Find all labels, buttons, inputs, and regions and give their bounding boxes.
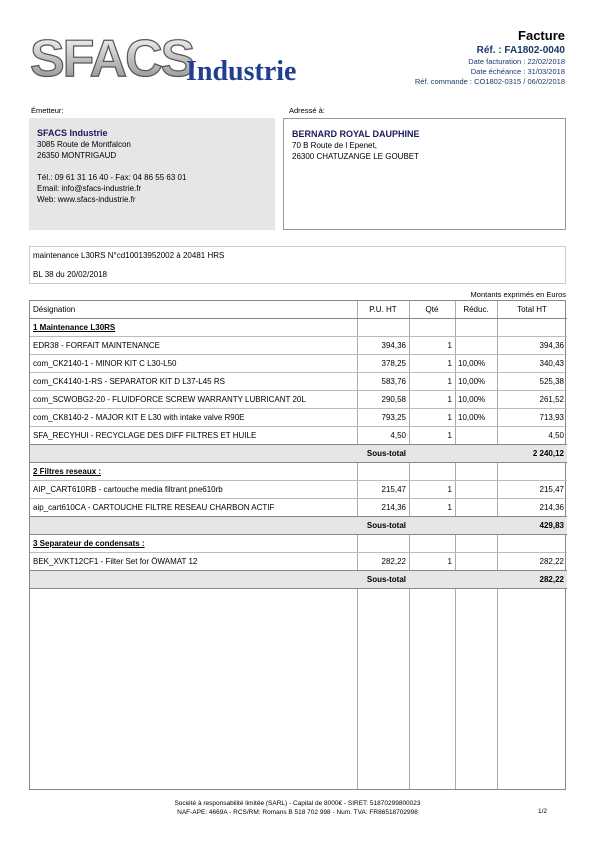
cell-qty: 1 — [447, 503, 452, 512]
cell-pu: 583,76 — [381, 377, 406, 386]
cell-total: 282,22 — [539, 557, 564, 566]
cell-pu: 215,47 — [381, 485, 406, 494]
cell-pu: 394,36 — [381, 341, 406, 350]
col-discount: Réduc. — [455, 301, 497, 319]
due-date: Date échéance : 31/03/2018 — [470, 67, 565, 76]
section-title-row — [30, 463, 567, 481]
cell-reduc — [455, 337, 497, 355]
table-row — [30, 373, 567, 391]
cell-designation: EDR38 - FORFAIT MAINTENANCE — [33, 341, 160, 350]
cell-total: 215,47 — [539, 485, 564, 494]
table-row — [30, 409, 567, 427]
section-title: 3 Separateur de condensats : — [33, 539, 145, 548]
cell-qty: 1 — [447, 395, 452, 404]
cell-designation: AIP_CART610RB - cartouche media filtrant pne610rb — [33, 485, 223, 494]
cell-pu: 214,36 — [381, 503, 406, 512]
cell-reduc: 10,00% — [458, 395, 486, 404]
emetteur-label: Émetteur: — [31, 106, 64, 115]
emetteur-name: SFACS Industrie — [37, 128, 108, 138]
section-title-row — [30, 319, 567, 337]
table-row — [30, 355, 567, 373]
cell-reduc — [455, 553, 497, 571]
cell-pu: 4,50 — [390, 431, 406, 440]
destinataire-address1: 70 B Route de l Epenet, — [292, 141, 377, 150]
cell-total: 4,50 — [548, 431, 564, 440]
emetteur-phone: Tél.: 09 61 31 16 40 - Fax: 04 86 55 63 01 — [37, 173, 187, 182]
invoice-info-box — [29, 246, 566, 284]
cell-designation: BEK_XVKT12CF1 - Filter Set for ÖWAMAT 12 — [33, 557, 198, 566]
table-row — [30, 481, 567, 499]
subtotal-row — [30, 517, 567, 535]
col-unit-price: P.U. HT — [357, 301, 409, 319]
destinataire-address2: 26300 CHATUZANGE LE GOUBET — [292, 152, 419, 161]
page-number: 1/2 — [537, 808, 547, 815]
cell-pu: 378,25 — [381, 359, 406, 368]
cell-qty: 1 — [447, 341, 452, 350]
cell-designation: SFA_RECYHUI - RECYCLAGE DES DIFF FILTRES ET HUILE — [33, 431, 257, 440]
document-title: Facture — [518, 28, 565, 43]
footer-line2: NAF-APE: 4669A - RCS/RM: Romans B 518 702 998 - Num. TVA: FR86518702998 — [177, 809, 418, 816]
subtotal-label: Sous-total — [30, 445, 409, 463]
invoice-lines-table — [29, 300, 566, 790]
cell-qty: 1 — [447, 413, 452, 422]
table-row — [30, 427, 567, 445]
subtotal-label: Sous-total — [30, 571, 409, 589]
svg-text:SFACS: SFACS — [30, 30, 194, 86]
destinataire-label: Adressé à: — [289, 106, 325, 115]
section-title-row — [30, 535, 567, 553]
legal-footer — [0, 799, 595, 817]
invoice-date: Date facturation : 22/02/2018 — [468, 57, 565, 66]
cell-reduc: 10,00% — [458, 377, 486, 386]
cell-total: 713,93 — [539, 413, 564, 422]
section-title: 2 Filtres reseaux : — [33, 467, 102, 476]
section-title: 1 Maintenance L30RS — [33, 323, 116, 332]
cell-pu: 793,25 — [381, 413, 406, 422]
subtotal-value: 429,83 — [497, 517, 567, 535]
subtotal-value: 282,22 — [497, 571, 567, 589]
subtotal-value: 2 240,12 — [497, 445, 567, 463]
emetteur-block — [29, 118, 275, 230]
cell-total: 214,36 — [539, 503, 564, 512]
table-row — [30, 553, 567, 571]
cell-designation: aip_cart610CA - CARTOUCHE FILTRE RESEAU CHARBON ACTIF — [33, 503, 275, 512]
cell-designation: com_SCWOBG2-20 - FLUIDFORCE SCREW WARRANTY LUBRICANT 20L — [33, 395, 306, 404]
cell-reduc — [455, 499, 497, 517]
info-line2: BL 38 du 20/02/2018 — [33, 270, 107, 279]
cell-reduc: 10,00% — [458, 413, 486, 422]
cell-pu: 282,22 — [381, 557, 406, 566]
svg-text:Industrie: Industrie — [186, 56, 297, 86]
destinataire-block — [283, 118, 566, 230]
cell-total: 525,38 — [539, 377, 564, 386]
cell-qty: 1 — [447, 431, 452, 440]
cell-qty: 1 — [447, 377, 452, 386]
col-total: Total HT — [497, 301, 567, 319]
emetteur-email: Email: info@sfacs-industrie.fr — [37, 184, 142, 193]
cell-total: 394,36 — [539, 341, 564, 350]
col-designation: Désignation — [30, 301, 357, 319]
emetteur-web: Web: www.sfacs-industrie.fr — [37, 195, 136, 204]
company-logo — [30, 30, 320, 86]
cell-pu: 290,58 — [381, 395, 406, 404]
table-row — [30, 499, 567, 517]
info-line1: maintenance L30RS N°cd10013952002 à 20481 HRS — [33, 251, 225, 260]
cell-qty: 1 — [447, 359, 452, 368]
subtotal-row — [30, 571, 567, 589]
emetteur-address2: 26350 MONTRIGAUD — [37, 151, 117, 160]
cell-total: 340,43 — [539, 359, 564, 368]
cell-qty: 1 — [447, 485, 452, 494]
cell-qty: 1 — [447, 557, 452, 566]
table-row — [30, 337, 567, 355]
invoice-reference: Réf. : FA1802-0040 — [476, 45, 565, 56]
cell-reduc: 10,00% — [458, 359, 486, 368]
table-row — [30, 391, 567, 409]
subtotal-label: Sous-total — [30, 517, 409, 535]
emetteur-address1: 3085 Route de Montfalcon — [37, 140, 131, 149]
cell-total: 261,52 — [539, 395, 564, 404]
cell-designation: com_CK2140-1 - MINOR KIT C L30-L50 — [33, 359, 177, 368]
subtotal-row — [30, 445, 567, 463]
table-header-row — [30, 301, 567, 319]
cell-designation: com_CK8140-2 - MAJOR KIT E L30 with intake valve R90E — [33, 413, 245, 422]
amount-currency-note: Montants exprimés en Euros — [470, 290, 566, 299]
cell-designation: com_CK4140-1-RS - SEPARATOR KIT D L37-L45 RS — [33, 377, 225, 386]
footer-line1: Société à responsabilité limitée (SARL) - Capital de 8000€ - SIRET: 51870299800023 — [174, 800, 421, 807]
destinataire-name: BERNARD ROYAL DAUPHINE — [292, 129, 420, 139]
col-quantity: Qté — [409, 301, 455, 319]
cell-reduc — [455, 427, 497, 445]
invoice-header — [415, 28, 565, 87]
cell-reduc — [455, 481, 497, 499]
order-reference: Réf. commande : CO1802-0315 / 06/02/2018 — [414, 77, 565, 86]
